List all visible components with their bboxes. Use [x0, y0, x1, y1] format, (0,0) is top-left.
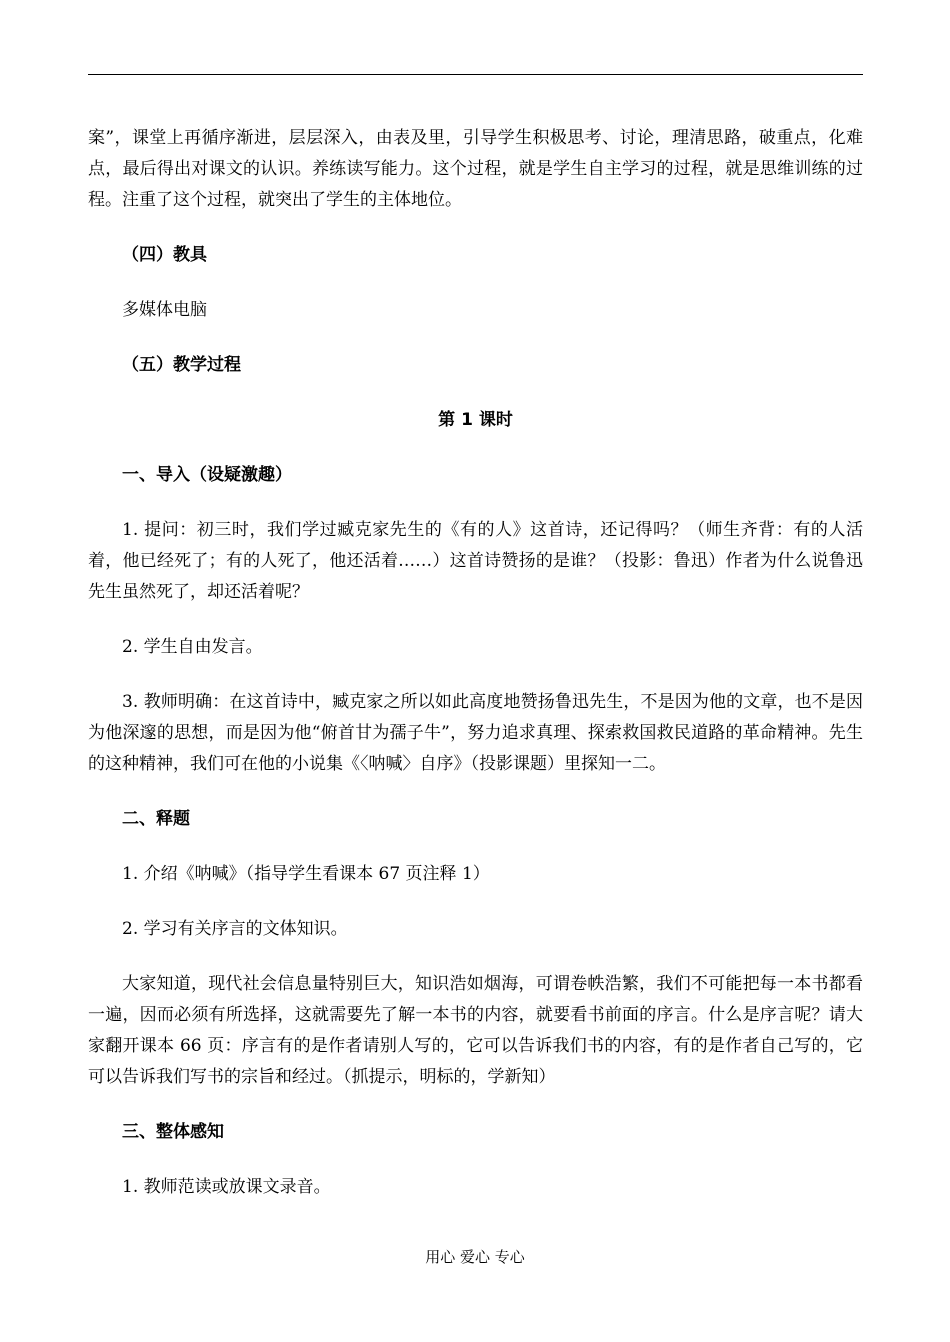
page-footer: 用心 爱心 专心 — [425, 1248, 525, 1266]
document-body — [88, 123, 863, 1203]
lesson-title: 第 1 课时 — [438, 410, 513, 430]
part2-item1: 1. 介绍《呐喊》（指导学生看课本 67 页注释 1） — [122, 864, 490, 884]
section5-heading: （五）教学过程 — [122, 355, 241, 375]
part2-paragraph: 大家知道，现代社会信息量特别巨大，知识浩如烟海，可谓卷帙浩繁，我们不可能把每一本书都看一遍，因而必须有所选择，这就需要先了解一本书的内容，就要看书前面的序言。什么是序言呢？请大家翻开课本 66 页：序言有的是作者请别人写的，它可以告诉我们书的内容，有的是作者自己写的，它可以告诉我们写书的宗旨和经过。（抓提示，明标的，学新知） — [88, 974, 863, 1087]
part3-item1: 1. 教师范读或放课文录音。 — [122, 1177, 331, 1197]
part1-item3: 3. 教师明确：在这首诗中，臧克家之所以如此高度地赞扬鲁迅先生，不是因为他的文章，也不是因为他深邃的思想，而是因为他“俯首甘为孺子牛”，努力追求真理、探索救国救民道路的革命精神。先生的这种精神，我们可在他的小说集《〈呐喊〉自序》（投影课题）里探知一二。 — [88, 692, 863, 774]
intro-paragraph: 案”，课堂上再循序渐进，层层深入，由表及里，引导学生积极思考、讨论，理清思路，破重点，化难点，最后得出对课文的认识。养练读写能力。这个过程，就是学生自主学习的过程，就是思维训练的过程。注重了这个过程，就突出了学生的主体地位。 — [88, 128, 863, 210]
part1-item1: 1. 提问：初三时，我们学过臧克家先生的《有的人》这首诗，还记得吗？（师生齐背：有的人活着，他已经死了；有的人死了，他还活着……）这首诗赞扬的是谁？（投影：鲁迅）作者为什么说鲁迅先生虽然死了，却还活着呢？ — [88, 520, 863, 602]
header-rule — [88, 74, 863, 75]
part1-heading: 一、导入（设疑激趣） — [122, 465, 292, 485]
part3-heading: 三、整体感知 — [122, 1122, 224, 1142]
section4-heading: （四）教具 — [122, 245, 207, 265]
section4-text: 多媒体电脑 — [122, 300, 207, 320]
part2-heading: 二、释题 — [122, 809, 190, 829]
part1-item2: 2. 学生自由发言。 — [122, 637, 263, 657]
part2-item2: 2. 学习有关序言的文体知识。 — [122, 919, 348, 939]
